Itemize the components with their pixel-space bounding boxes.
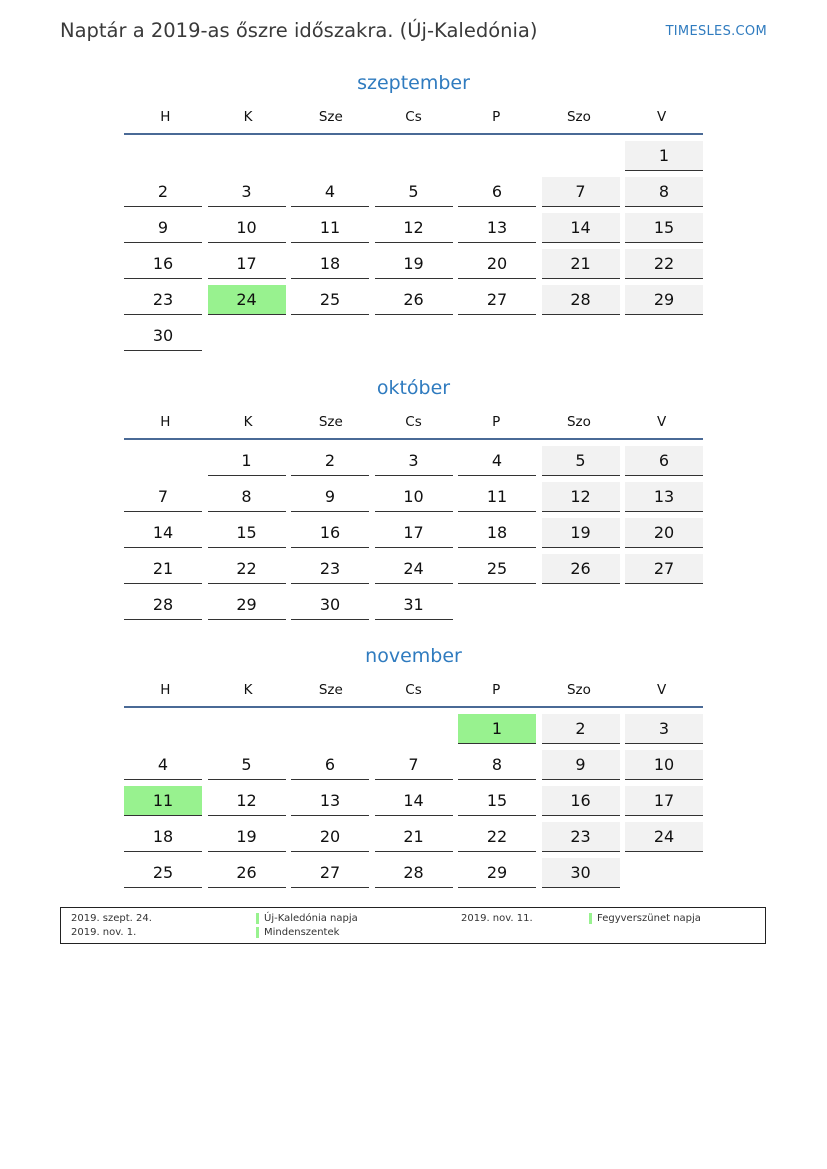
legend-date: 2019. nov. 11. [461,913,533,924]
day-cell: 21 [375,822,453,852]
legend-date: 2019. szept. 24. [71,913,152,924]
empty-day-cell [458,141,536,171]
weekday-label: H [160,109,171,125]
day-cell: 5 [375,177,453,207]
day-cell: 17 [625,786,703,816]
weekday-label: K [243,109,253,125]
day-cell: 9 [542,750,620,780]
day-cell: 10 [625,750,703,780]
days-grid [124,446,703,620]
day-cell: 9 [291,482,369,512]
weekday-label: K [243,414,253,430]
day-cell: 4 [291,177,369,207]
day-cell: 6 [291,750,369,780]
empty-day-cell [208,714,286,744]
empty-day-cell [291,714,369,744]
weekday-label: V [657,109,667,125]
day-cell: 31 [375,590,453,620]
day-cell: 12 [375,213,453,243]
day-cell: 27 [458,285,536,315]
weekday-label: P [492,109,501,125]
day-cell: 14 [124,518,202,548]
day-cell: 18 [458,518,536,548]
day-cell: 3 [375,446,453,476]
legend-entry [71,912,461,925]
day-cell: 9 [124,213,202,243]
legend-entry [461,912,761,925]
empty-day-cell [208,141,286,171]
day-cell: 13 [291,786,369,816]
day-cell: 7 [124,482,202,512]
day-cell: 18 [124,822,202,852]
page-title: Naptár a 2019-as őszre időszakra. (Új-Kaledónia) [60,19,538,42]
weekday-label: K [243,682,253,698]
day-cell: 1 [208,446,286,476]
day-cell: 25 [458,554,536,584]
day-cell: 15 [625,213,703,243]
month-calendar-october [124,371,703,620]
day-cell: 29 [208,590,286,620]
weekday-label: H [160,414,171,430]
day-cell: 20 [625,518,703,548]
day-cell: 7 [375,750,453,780]
empty-day-cell [124,714,202,744]
weekday-label: Cs [405,682,422,698]
weekday-label: P [492,682,501,698]
legend-holiday-name: Mindenszentek [256,926,339,939]
day-cell: 16 [291,518,369,548]
day-cell: 22 [208,554,286,584]
empty-day-cell [375,141,453,171]
legend-holiday-name: Fegyverszünet napja [589,912,701,925]
day-cell: 8 [208,482,286,512]
day-cell: 13 [625,482,703,512]
weekday-label: Szo [566,682,591,698]
weekday-label: Szo [566,414,591,430]
day-cell: 28 [124,590,202,620]
day-cell: 16 [124,249,202,279]
day-cell: 21 [124,554,202,584]
day-cell: 20 [458,249,536,279]
day-cell: 2 [291,446,369,476]
day-cell: 6 [458,177,536,207]
day-cell: 18 [291,249,369,279]
day-cell: 1 [625,141,703,171]
day-cell: 23 [124,285,202,315]
weekday-label: Sze [318,109,343,125]
day-cell: 5 [208,750,286,780]
month-name: október [376,377,451,399]
weekday-header-row [124,673,703,708]
day-cell: 19 [542,518,620,548]
day-cell: 30 [542,858,620,888]
day-cell: 5 [542,446,620,476]
empty-day-cell [124,141,202,171]
weekday-label: H [160,682,171,698]
month-calendar-november [124,639,703,888]
day-cell: 30 [124,321,202,351]
site-link[interactable]: TIMESLES.COM [665,24,767,39]
weekday-header-row [124,405,703,440]
empty-day-cell [375,714,453,744]
day-cell: 19 [375,249,453,279]
day-cell: 3 [208,177,286,207]
day-cell: 14 [542,213,620,243]
empty-day-cell [542,141,620,171]
day-cell: 19 [208,822,286,852]
day-cell: 6 [625,446,703,476]
day-cell: 13 [458,213,536,243]
empty-day-cell [124,446,202,476]
day-cell: 22 [625,249,703,279]
day-cell: 12 [208,786,286,816]
day-cell: 29 [625,285,703,315]
day-cell: 27 [291,858,369,888]
weekday-label: Cs [405,414,422,430]
month-name: szeptember [357,72,470,94]
day-cell: 4 [458,446,536,476]
holiday-day-cell: 1 [458,714,536,744]
weekday-label: Szo [566,109,591,125]
day-cell: 21 [542,249,620,279]
day-cell: 10 [375,482,453,512]
legend-entry [71,926,461,939]
holiday-day-cell: 24 [208,285,286,315]
day-cell: 26 [542,554,620,584]
weekday-label: P [492,414,501,430]
holiday-day-cell: 11 [124,786,202,816]
empty-day-cell [291,141,369,171]
day-cell: 7 [542,177,620,207]
month-calendar-september [124,66,703,351]
day-cell: 15 [458,786,536,816]
month-name: november [365,645,462,667]
day-cell: 17 [375,518,453,548]
weekday-label: V [657,414,667,430]
day-cell: 24 [625,822,703,852]
legend-date: 2019. nov. 1. [71,927,137,938]
day-cell: 23 [291,554,369,584]
day-cell: 29 [458,858,536,888]
day-cell: 8 [625,177,703,207]
page-header [0,0,827,60]
day-cell: 26 [375,285,453,315]
day-cell: 23 [542,822,620,852]
day-cell: 4 [124,750,202,780]
weekday-label: Cs [405,109,422,125]
day-cell: 16 [542,786,620,816]
day-cell: 8 [458,750,536,780]
days-grid [124,141,703,351]
day-cell: 25 [124,858,202,888]
holiday-legend [60,907,766,944]
day-cell: 28 [542,285,620,315]
day-cell: 20 [291,822,369,852]
day-cell: 26 [208,858,286,888]
day-cell: 22 [458,822,536,852]
day-cell: 24 [375,554,453,584]
weekday-label: Sze [318,414,343,430]
day-cell: 10 [208,213,286,243]
day-cell: 11 [291,213,369,243]
day-cell: 27 [625,554,703,584]
day-cell: 12 [542,482,620,512]
day-cell: 17 [208,249,286,279]
day-cell: 2 [542,714,620,744]
weekday-header-row [124,100,703,135]
day-cell: 15 [208,518,286,548]
day-cell: 2 [124,177,202,207]
days-grid [124,714,703,888]
weekday-label: Sze [318,682,343,698]
day-cell: 14 [375,786,453,816]
day-cell: 25 [291,285,369,315]
day-cell: 28 [375,858,453,888]
day-cell: 11 [458,482,536,512]
day-cell: 30 [291,590,369,620]
weekday-label: V [657,682,667,698]
legend-holiday-name: Új-Kaledónia napja [256,912,358,925]
day-cell: 3 [625,714,703,744]
